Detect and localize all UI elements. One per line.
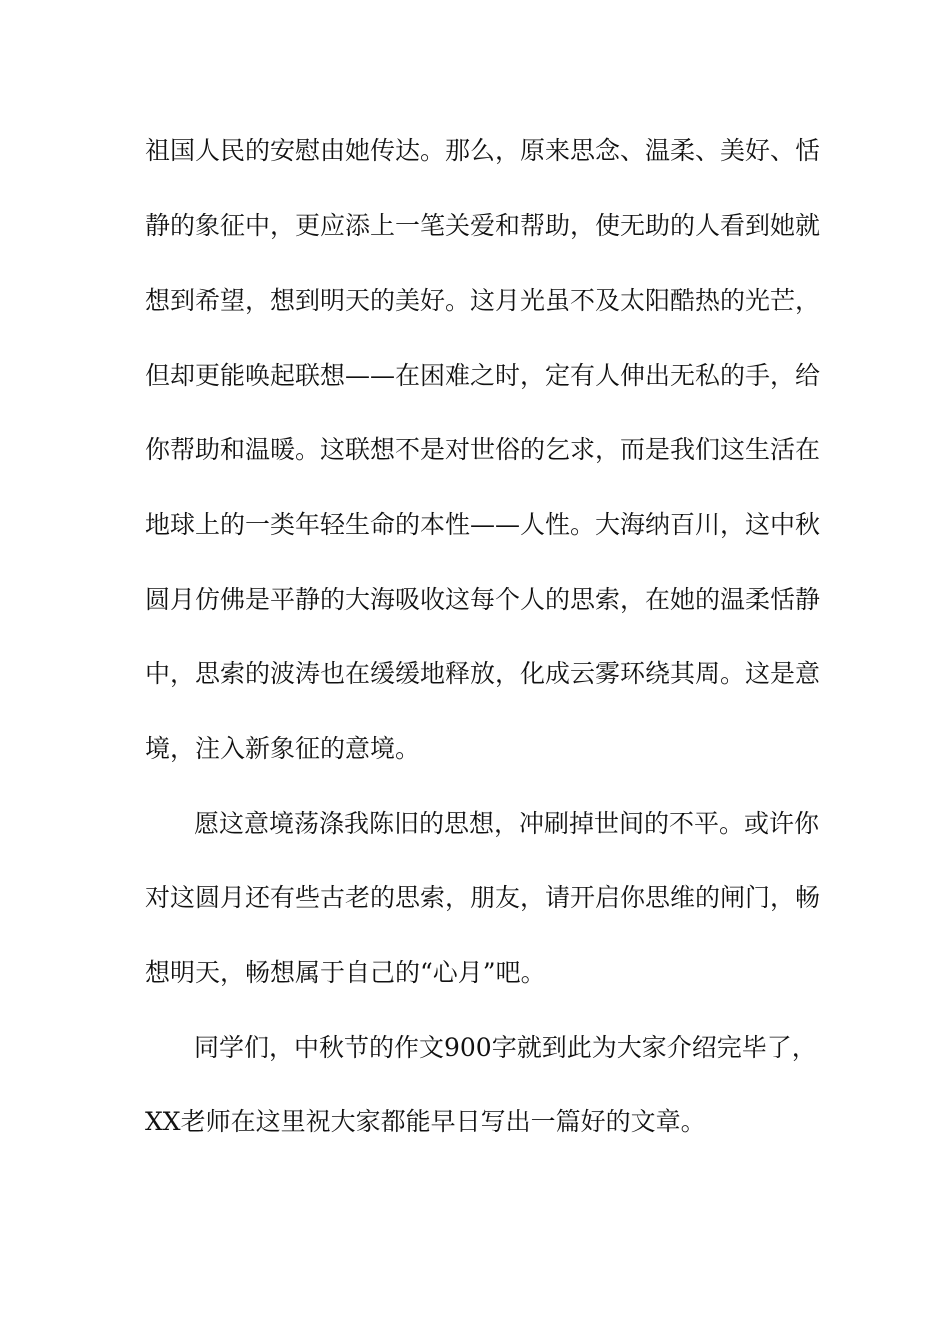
text-line: 中，思索的波涛也在缓缓地释放，化成云雾环绕其周。这是意: [145, 659, 821, 688]
text-line: 愿这意境荡涤我陈旧的思想，冲刷掉世间的不平。或许你: [194, 809, 820, 838]
text-line: 境，注入新象征的意境。: [145, 734, 421, 763]
text-line: 同学们，中秋节的作文900字就到此为大家介绍完毕了，: [194, 1033, 817, 1062]
text-line: 想到希望，想到明天的美好。这月光虽不及太阳酷热的光芒，: [145, 286, 821, 315]
text-line: XX老师在这里祝大家都能早日写出一篇好的文章。: [145, 1107, 706, 1136]
text-line: 你帮助和温暖。这联想不是对世俗的乞求，而是我们这生活在: [145, 435, 821, 464]
text-line: 圆月仿佛是平静的大海吸收这每个人的思索，在她的温柔恬静: [145, 585, 821, 614]
text-line: 但却更能唤起联想——在困难之时，定有人伸出无私的手，给: [145, 361, 821, 390]
text-line: 对这圆月还有些古老的思索，朋友，请开启你思维的闸门，畅: [145, 883, 821, 912]
text-line: 祖国人民的安慰由她传达。那么，原来思念、温柔、美好、恬: [145, 136, 821, 165]
text-line: 地球上的一类年轻生命的本性——人性。大海纳百川，这中秋: [145, 510, 821, 539]
text-line: 静的象征中，更应添上一笔关爱和帮助，使无助的人看到她就: [145, 211, 821, 240]
text-line: 想明天，畅想属于自己的“心月”吧。: [145, 958, 546, 987]
